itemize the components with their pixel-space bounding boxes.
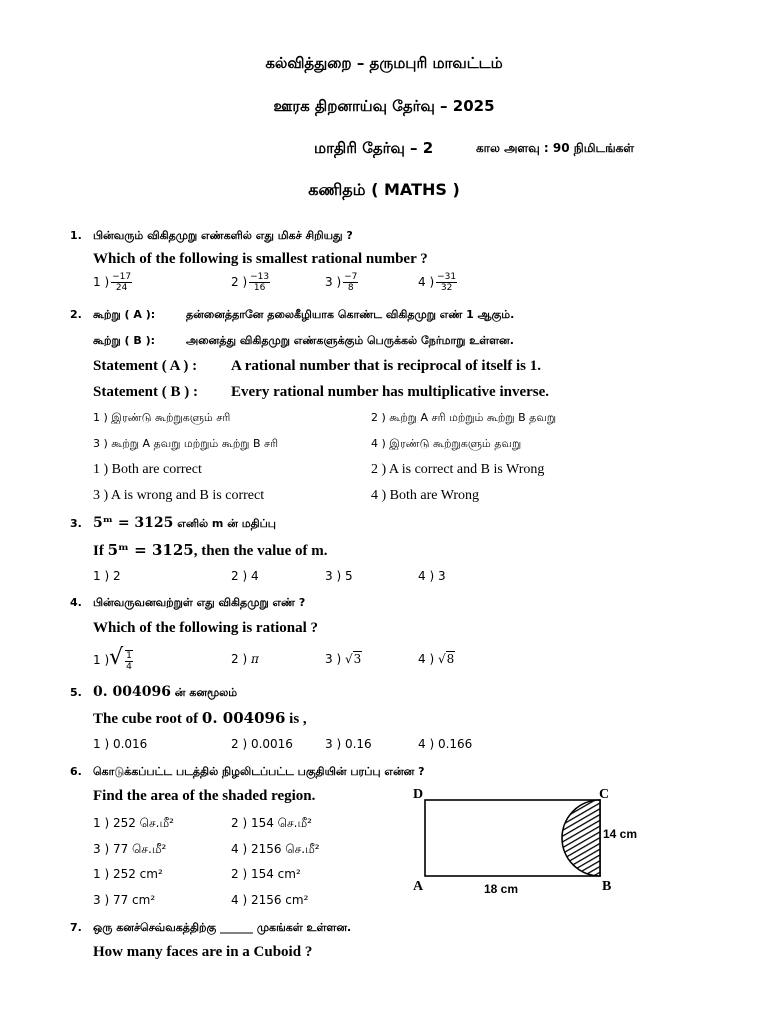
- header-title: கல்வித்துறை – தருமபுரி மாவட்டம்: [265, 54, 503, 72]
- height-label: 14 cm: [603, 827, 638, 841]
- q3-option-2[interactable]: 2 ) 4: [231, 569, 259, 583]
- q4-option-4[interactable]: [418, 652, 455, 666]
- q5-option-1[interactable]: 1 ) 0.016: [93, 737, 148, 751]
- q1-option-3[interactable]: [325, 272, 358, 293]
- option-label: 3 ): [325, 652, 342, 666]
- option-label: 2 ): [231, 275, 248, 289]
- q3-english-rest: , then the value of m.: [193, 543, 328, 559]
- q1-english: Which of the following is smallest rational number ?: [93, 251, 428, 267]
- numerator: −17: [112, 272, 132, 282]
- q3-expression: 5ᵐ = 3125: [93, 515, 174, 531]
- q2-english-b: Every rational number has multiplicative inverse.: [231, 384, 550, 400]
- q1-option-2[interactable]: [231, 272, 270, 293]
- q2-tamil-a-label: கூற்று ( A ):: [93, 308, 156, 321]
- q2-option-2-tamil[interactable]: 2 ) கூற்று A சரி மற்றும் கூற்று B தவறு: [371, 411, 557, 424]
- q3-tamil: [93, 515, 276, 532]
- q5-english-rest: is ,: [289, 711, 307, 727]
- q3-option-3[interactable]: 3 ) 5: [325, 569, 353, 583]
- q7-english: How many faces are in a Cuboid ?: [93, 944, 313, 960]
- q5-option-3[interactable]: 3 ) 0.16: [325, 737, 372, 751]
- q6-option-3-tamil[interactable]: 3 ) 77 செ.மீ²: [93, 842, 167, 856]
- q6-option-2-tamil[interactable]: 2 ) 154 செ.மீ²: [231, 816, 312, 830]
- q3-english-pre: If: [93, 543, 104, 559]
- q7-tamil: ஒரு கனச்செவ்வகத்திற்கு ______ முகங்கள் உள்ளன.: [93, 921, 352, 934]
- corner-label-a: A: [413, 879, 424, 894]
- numerator: 1: [126, 650, 132, 661]
- q5-english: [93, 709, 307, 728]
- q5-option-2[interactable]: 2 ) 0.0016: [231, 737, 293, 751]
- q4-option-2[interactable]: [231, 652, 259, 666]
- q2-tamil-b: அனைத்து விகிதமுறு எண்களுக்கும் பெருக்கல் நேர்மாறு உள்ளன.: [186, 334, 514, 347]
- option-label: 1 ): [93, 653, 110, 667]
- exam-title: ஊரக திறனாய்வு தேர்வு – 2025: [273, 97, 495, 115]
- q6-option-3-english[interactable]: 3 ) 77 cm²: [93, 893, 156, 907]
- fraction: [343, 272, 358, 293]
- question-number: 6.: [70, 765, 82, 778]
- radicand: 8: [446, 652, 455, 666]
- denominator: 16: [253, 283, 266, 293]
- fraction: [111, 272, 132, 293]
- sqrt-symbol: √: [437, 652, 446, 666]
- q6-option-1-english[interactable]: 1 ) 252 cm²: [93, 867, 163, 881]
- subject-title: கணிதம் ( MATHS ): [308, 180, 460, 199]
- question-number: 1.: [70, 229, 82, 242]
- question-number: 3.: [70, 517, 82, 530]
- q2-option-2-english[interactable]: 2 ) A is correct and B is Wrong: [371, 462, 545, 477]
- option-label: 3 ): [325, 275, 342, 289]
- pi-value: π: [250, 652, 259, 666]
- q1-option-1[interactable]: [93, 272, 132, 293]
- q2-option-3-tamil[interactable]: 3 ) கூற்று A தவறு மற்றும் கூற்று B சரி: [93, 437, 279, 450]
- question-number: 7.: [70, 921, 82, 934]
- denominator: 4: [126, 661, 132, 672]
- q6-option-2-english[interactable]: 2 ) 154 cm²: [231, 867, 301, 881]
- question-number: 4.: [70, 596, 82, 609]
- q5-tamil: [93, 684, 237, 701]
- q6-english: Find the area of the shaded region.: [93, 788, 316, 804]
- q4-tamil: பின்வருவனவற்றுள் எது விகிதமுறு எண் ?: [93, 596, 306, 609]
- q2-tamil-a: தன்னைத்தானே தலைகீழியாக கொண்ட விகிதமுறு எண் 1 ஆகும்.: [186, 308, 515, 321]
- q5-tamil-text: ன் கனமூலம்: [174, 686, 238, 699]
- fraction: [125, 650, 133, 672]
- question-number: 5.: [70, 686, 82, 699]
- q5-english-pre: The cube root of: [93, 711, 199, 727]
- numerator: −7: [344, 272, 358, 282]
- q2-english-a: A rational number that is reciprocal of itself is 1.: [231, 358, 541, 374]
- q2-option-3-english[interactable]: 3 ) A is wrong and B is correct: [93, 488, 265, 503]
- q3-option-4[interactable]: 4 ) 3: [418, 569, 446, 583]
- q6-option-4-tamil[interactable]: 4 ) 2156 செ.மீ²: [231, 842, 320, 856]
- option-label: 1 ): [93, 275, 110, 289]
- width-label: 18 cm: [484, 882, 519, 896]
- q2-option-1-english[interactable]: 1 ) Both are correct: [93, 462, 202, 477]
- numerator: −31: [437, 272, 457, 282]
- q4-english: Which of the following is rational ?: [93, 620, 319, 636]
- denominator: 24: [115, 283, 128, 293]
- option-label: 2 ): [231, 652, 248, 666]
- q3-expression: 5ᵐ = 3125: [107, 541, 194, 559]
- q5-expression: 0. 004096: [201, 709, 286, 727]
- question-number: 2.: [70, 308, 82, 321]
- model-exam-label: மாதிரி தேர்வு – 2: [314, 139, 434, 157]
- numerator: −13: [250, 272, 270, 282]
- q5-option-4[interactable]: 4 ) 0.166: [418, 737, 473, 751]
- q6-option-4-english[interactable]: 4 ) 2156 cm²: [231, 893, 309, 907]
- q2-option-1-tamil[interactable]: 1 ) இரண்டு கூற்றுகளும் சரி: [93, 411, 231, 424]
- corner-label-c: C: [599, 787, 610, 802]
- q2-option-4-tamil[interactable]: 4 ) இரண்டு கூற்றுகளும் தவறு: [371, 437, 522, 450]
- sqrt-symbol: √: [109, 645, 124, 670]
- duration-label: கால அளவு : 90 நிமிடங்கள்: [476, 141, 635, 155]
- q1-option-4[interactable]: [418, 272, 457, 293]
- q3-english: [93, 541, 327, 560]
- q2-english-a-label: Statement ( A ) :: [93, 358, 198, 374]
- q1-tamil: பின்வரும் விகிதமுறு எண்களில் எது மிகச் சிறியது ?: [93, 229, 353, 242]
- q4-option-1[interactable]: [93, 645, 133, 672]
- q3-tamil-text: எனில் m ன் மதிப்பு: [177, 517, 276, 530]
- corner-label-d: D: [413, 787, 424, 802]
- q6-figure: [405, 782, 655, 900]
- q2-tamil-b-label: கூற்று ( B ):: [93, 334, 156, 347]
- option-label: 4 ): [418, 652, 435, 666]
- q5-expression: 0. 004096: [93, 684, 171, 700]
- fraction: [436, 272, 457, 293]
- denominator: 8: [347, 283, 354, 293]
- sqrt-symbol: √: [344, 652, 353, 666]
- q4-option-3[interactable]: [325, 652, 362, 666]
- q3-option-1[interactable]: 1 ) 2: [93, 569, 121, 583]
- q6-tamil: கொடுக்கப்பட்ட படத்தில் நிழலிடப்பட்ட பகுதியின் பரப்பு என்ன ?: [93, 765, 425, 778]
- q6-option-1-tamil[interactable]: 1 ) 252 செ.மீ²: [93, 816, 174, 830]
- q2-english-b-label: Statement ( B ) :: [93, 384, 198, 400]
- fraction: [249, 272, 270, 293]
- option-label: 4 ): [418, 275, 435, 289]
- radicand: 3: [353, 652, 362, 666]
- corner-label-b: B: [602, 879, 612, 894]
- q2-option-4-english[interactable]: 4 ) Both are Wrong: [371, 488, 480, 503]
- denominator: 32: [440, 283, 453, 293]
